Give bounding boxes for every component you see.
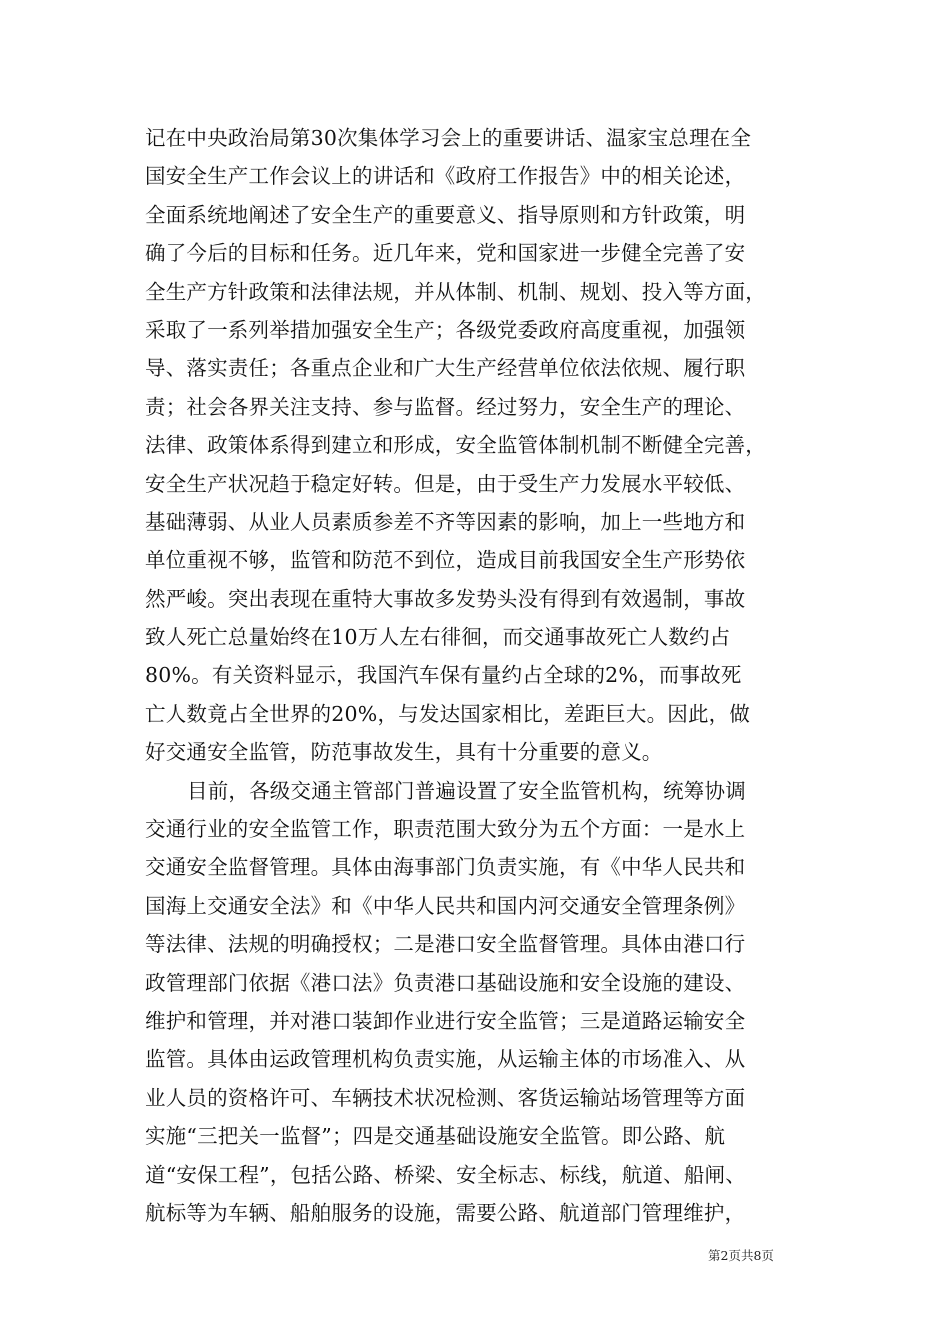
text-line: 国安全生产工作会议上的讲话和《政府工作报告》中的相关论述， xyxy=(145,164,746,189)
text-line: 单位重视不够，监管和防范不到位，造成目前我国安全生产形势依 xyxy=(145,548,746,573)
text-line: 政管理部门依据《港口法》负责港口基础设施和安全设施的建设、 xyxy=(145,970,746,995)
text-line: 致人死亡总量始终在10万人左右徘徊，而交通事故死亡人数约占 xyxy=(145,625,731,650)
text-line: 好交通安全监管，防范事故发生，具有十分重要的意义。 xyxy=(145,740,663,765)
body-text xyxy=(145,119,810,1232)
text-line: 80%。有关资料显示，我国汽车保有量约占全球的2%，而事故死 xyxy=(145,663,742,688)
text-line: 国海上交通安全法》和《中华人民共和国内河交通安全管理条例》 xyxy=(145,893,746,918)
text-line: 交通行业的安全监管工作，职责范围大致分为五个方面：一是水上 xyxy=(145,817,746,842)
text-line: 业人员的资格许可、车辆技术状况检测、客货运输站场管理等方面 xyxy=(145,1085,746,1110)
text-line: 基础薄弱、从业人员素质参差不齐等因素的影响，加上一些地方和 xyxy=(145,509,746,534)
text-line: 实施“三把关一监督”；四是交通基础设施安全监管。即公路、航 xyxy=(145,1124,726,1149)
page-number: 第2页共8页 xyxy=(708,1248,774,1263)
paragraph-start-line: 目前，各级交通主管部门普遍设置了安全监管机构，统筹协调 xyxy=(187,778,746,803)
text-line: 等法律、法规的明确授权；二是港口安全监督管理。具体由港口行 xyxy=(145,932,746,957)
text-line: 法律、政策体系得到建立和形成，安全监管体制机制不断健全完善， xyxy=(145,433,766,458)
text-line: 全生产方针政策和法律法规，并从体制、机制、规划、投入等方面， xyxy=(145,279,766,304)
text-line: 确了今后的目标和任务。近几年来，党和国家进一步健全完善了安 xyxy=(145,241,746,266)
text-line: 维护和管理，并对港口装卸作业进行安全监管；三是道路运输安全 xyxy=(145,1008,746,1033)
text-line: 交通安全监督管理。具体由海事部门负责实施，有《中华人民共和 xyxy=(145,855,746,880)
text-line: 导、落实责任；各重点企业和广大生产经营单位依法依规、履行职 xyxy=(145,356,746,381)
text-line: 道“安保工程”，包括公路、桥梁、安全标志、标线，航道、船闸、 xyxy=(145,1162,746,1187)
text-line: 航标等为车辆、船舶服务的设施，需要公路、航道部门管理维护， xyxy=(145,1200,746,1225)
text-line: 记在中央政治局第30次集体学习会上的重要讲话、温家宝总理在全 xyxy=(145,126,752,150)
text-line: 安全生产状况趋于稳定好转。但是，由于受生产力发展水平较低、 xyxy=(145,471,746,496)
text-line: 监管。具体由运政管理机构负责实施，从运输主体的市场准入、从 xyxy=(145,1047,746,1072)
text-line: 全面系统地阐述了安全生产的重要意义、指导原则和方针政策，明 xyxy=(145,202,746,227)
text-line: 采取了一系列举措加强安全生产；各级党委政府高度重视，加强领 xyxy=(145,317,746,342)
text-line: 责；社会各界关注支持、参与监督。经过努力，安全生产的理论、 xyxy=(145,394,746,419)
text-line: 亡人数竟占全世界的20%，与发达国家相比，差距巨大。因此，做 xyxy=(145,701,751,726)
text-line: 然严峻。突出表现在重特大事故多发势头没有得到有效遏制，事故 xyxy=(145,586,746,611)
